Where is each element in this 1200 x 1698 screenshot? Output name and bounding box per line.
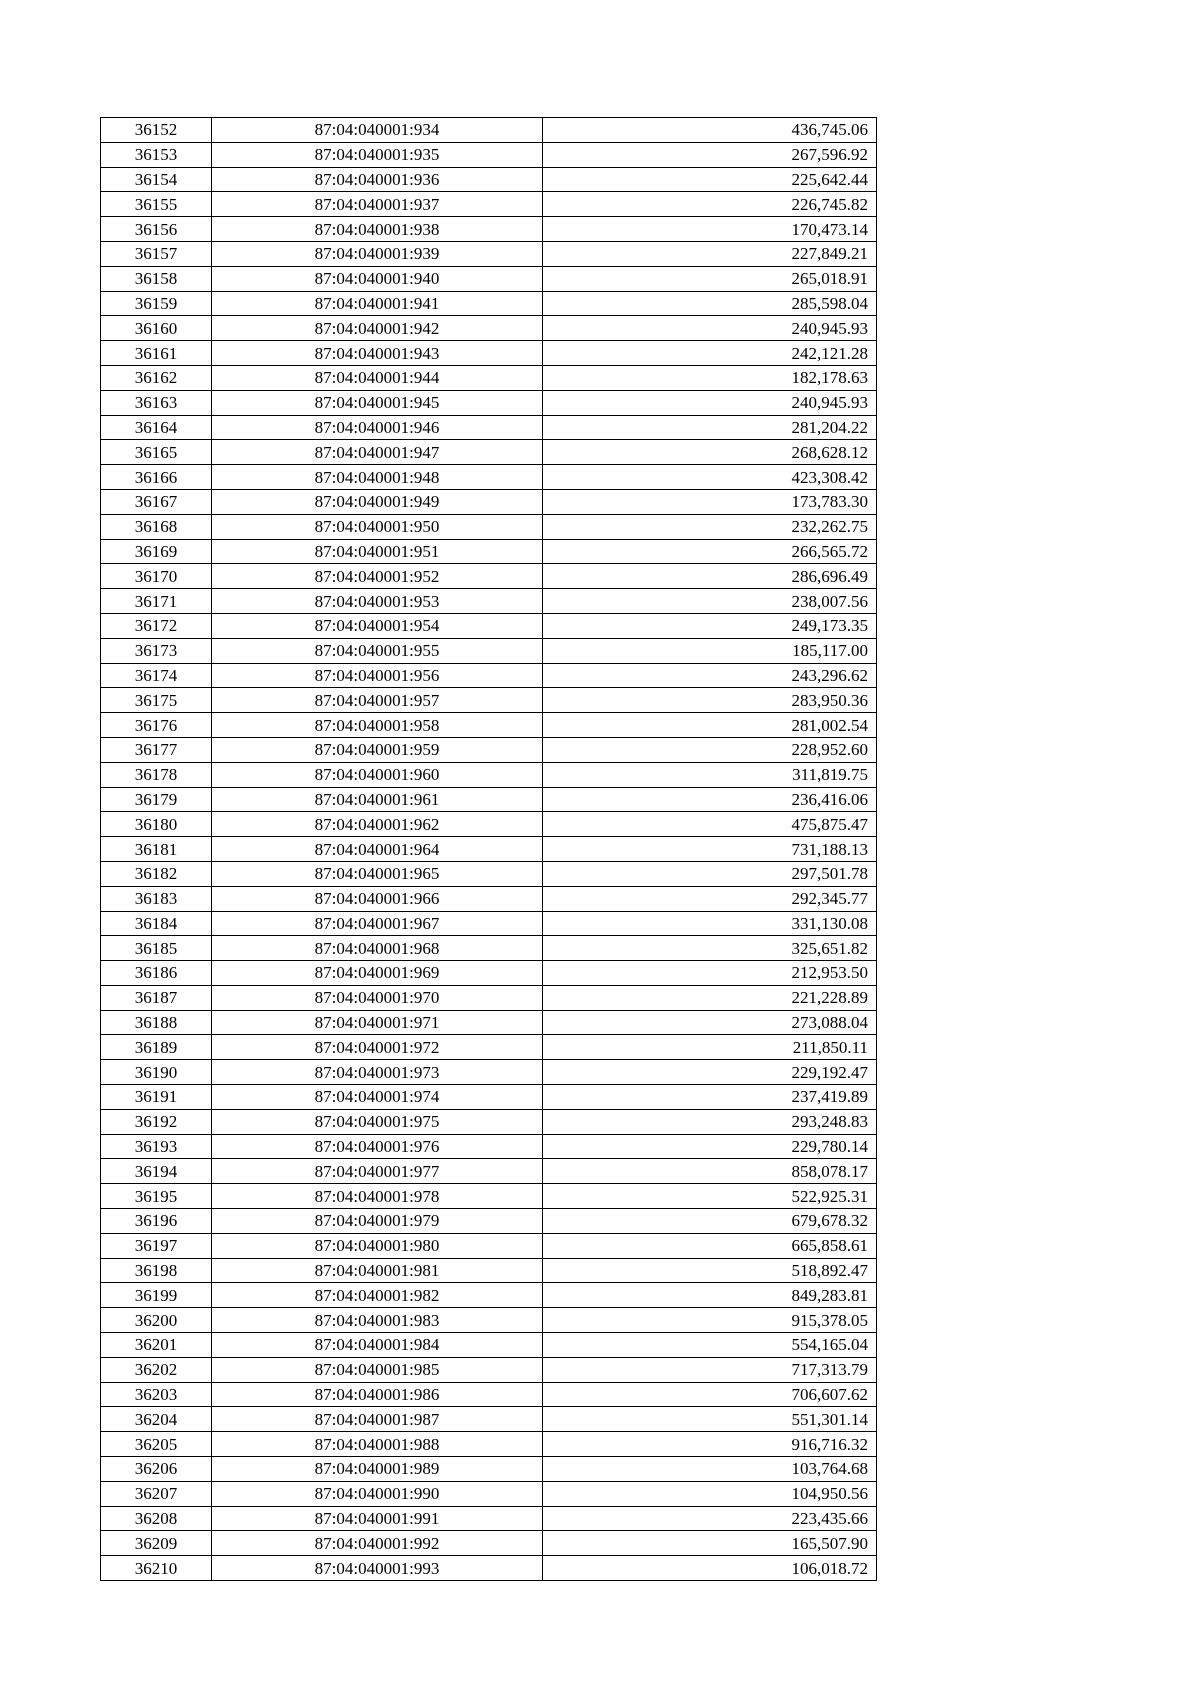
cadastral-number-cell: 87:04:040001:940 (212, 266, 543, 291)
row-number-cell: 36159 (101, 291, 212, 316)
table-row (101, 688, 877, 713)
table-row (101, 837, 877, 862)
cadastral-value-cell: 221,228.89 (543, 985, 877, 1010)
row-number-cell: 36205 (101, 1432, 212, 1457)
table-row (101, 1308, 877, 1333)
row-number-cell: 36174 (101, 663, 212, 688)
row-number-cell: 36203 (101, 1382, 212, 1407)
row-number-cell: 36158 (101, 266, 212, 291)
row-number-cell: 36168 (101, 514, 212, 539)
row-number-cell: 36161 (101, 341, 212, 366)
cadastral-value-cell: 331,130.08 (543, 911, 877, 936)
row-number-cell: 36201 (101, 1333, 212, 1358)
cadastral-value-cell: 267,596.92 (543, 142, 877, 167)
cadastral-value-cell: 232,262.75 (543, 514, 877, 539)
cadastral-number-cell: 87:04:040001:956 (212, 663, 543, 688)
cadastral-number-cell: 87:04:040001:973 (212, 1060, 543, 1085)
row-number-cell: 36156 (101, 217, 212, 242)
cadastral-value-cell: 554,165.04 (543, 1333, 877, 1358)
cadastral-number-cell: 87:04:040001:960 (212, 762, 543, 787)
cadastral-number-cell: 87:04:040001:937 (212, 192, 543, 217)
cadastral-value-cell: 281,002.54 (543, 713, 877, 738)
row-number-cell: 36210 (101, 1556, 212, 1581)
table-row (101, 390, 877, 415)
row-number-cell: 36173 (101, 638, 212, 663)
cadastral-number-cell: 87:04:040001:967 (212, 911, 543, 936)
cadastral-number-cell: 87:04:040001:957 (212, 688, 543, 713)
row-number-cell: 36195 (101, 1184, 212, 1209)
table-row (101, 192, 877, 217)
row-number-cell: 36169 (101, 539, 212, 564)
row-number-cell: 36197 (101, 1233, 212, 1258)
cadastral-value-cell: 249,173.35 (543, 613, 877, 638)
cadastral-number-cell: 87:04:040001:978 (212, 1184, 543, 1209)
row-number-cell: 36209 (101, 1531, 212, 1556)
table-row (101, 142, 877, 167)
table-row (101, 985, 877, 1010)
row-number-cell: 36163 (101, 390, 212, 415)
cadastral-value-cell: 916,716.32 (543, 1432, 877, 1457)
cadastral-value-cell: 423,308.42 (543, 465, 877, 490)
cadastral-number-cell: 87:04:040001:991 (212, 1506, 543, 1531)
cadastral-value-cell: 242,121.28 (543, 341, 877, 366)
cadastral-number-cell: 87:04:040001:971 (212, 1010, 543, 1035)
cadastral-number-cell: 87:04:040001:943 (212, 341, 543, 366)
table-row (101, 1481, 877, 1506)
cadastral-number-cell: 87:04:040001:961 (212, 787, 543, 812)
cadastral-number-cell: 87:04:040001:965 (212, 861, 543, 886)
cadastral-value-cell: 185,117.00 (543, 638, 877, 663)
table-row (101, 1556, 877, 1581)
cadastral-number-cell: 87:04:040001:988 (212, 1432, 543, 1457)
cadastral-value-cell: 266,565.72 (543, 539, 877, 564)
table-row (101, 737, 877, 762)
cadastral-number-cell: 87:04:040001:938 (212, 217, 543, 242)
table-row (101, 217, 877, 242)
cadastral-value-cell: 225,642.44 (543, 167, 877, 192)
table-row (101, 1258, 877, 1283)
table-row (101, 1159, 877, 1184)
row-number-cell: 36189 (101, 1035, 212, 1060)
cadastral-number-cell: 87:04:040001:955 (212, 638, 543, 663)
cadastral-number-cell: 87:04:040001:951 (212, 539, 543, 564)
table-row (101, 1283, 877, 1308)
cadastral-number-cell: 87:04:040001:950 (212, 514, 543, 539)
table-row (101, 118, 877, 143)
row-number-cell: 36196 (101, 1209, 212, 1234)
cadastral-number-cell: 87:04:040001:939 (212, 241, 543, 266)
row-number-cell: 36157 (101, 241, 212, 266)
cadastral-value-cell: 240,945.93 (543, 316, 877, 341)
cadastral-value-cell: 281,204.22 (543, 415, 877, 440)
cadastral-value-cell: 227,849.21 (543, 241, 877, 266)
row-number-cell: 36202 (101, 1357, 212, 1382)
table-row (101, 316, 877, 341)
table-row (101, 1184, 877, 1209)
row-number-cell: 36175 (101, 688, 212, 713)
row-number-cell: 36191 (101, 1085, 212, 1110)
row-number-cell: 36206 (101, 1457, 212, 1482)
cadastral-number-cell: 87:04:040001:936 (212, 167, 543, 192)
table-row (101, 1407, 877, 1432)
cadastral-value-cell: 731,188.13 (543, 837, 877, 862)
cadastral-number-cell: 87:04:040001:970 (212, 985, 543, 1010)
cadastral-number-cell: 87:04:040001:968 (212, 936, 543, 961)
cadastral-number-cell: 87:04:040001:981 (212, 1258, 543, 1283)
table-row (101, 415, 877, 440)
table-row (101, 1382, 877, 1407)
table-row (101, 1432, 877, 1457)
table-row (101, 663, 877, 688)
cadastral-number-cell: 87:04:040001:942 (212, 316, 543, 341)
row-number-cell: 36176 (101, 713, 212, 738)
row-number-cell: 36153 (101, 142, 212, 167)
table-row (101, 291, 877, 316)
table-row (101, 167, 877, 192)
row-number-cell: 36166 (101, 465, 212, 490)
table-row (101, 861, 877, 886)
cadastral-number-cell: 87:04:040001:987 (212, 1407, 543, 1432)
table-row (101, 1357, 877, 1382)
row-number-cell: 36208 (101, 1506, 212, 1531)
table-row (101, 1010, 877, 1035)
row-number-cell: 36152 (101, 118, 212, 143)
cadastral-value-cell: 311,819.75 (543, 762, 877, 787)
cadastral-number-cell: 87:04:040001:992 (212, 1531, 543, 1556)
cadastral-value-cell: 211,850.11 (543, 1035, 877, 1060)
row-number-cell: 36185 (101, 936, 212, 961)
cadastral-number-cell: 87:04:040001:974 (212, 1085, 543, 1110)
table-row (101, 1531, 877, 1556)
cadastral-number-cell: 87:04:040001:966 (212, 886, 543, 911)
cadastral-number-cell: 87:04:040001:976 (212, 1134, 543, 1159)
cadastral-value-cell: 165,507.90 (543, 1531, 877, 1556)
cadastral-value-cell: 915,378.05 (543, 1308, 877, 1333)
table-row (101, 241, 877, 266)
cadastral-value-cell: 518,892.47 (543, 1258, 877, 1283)
cadastral-number-cell: 87:04:040001:979 (212, 1209, 543, 1234)
table-row (101, 514, 877, 539)
cadastral-number-cell: 87:04:040001:984 (212, 1333, 543, 1358)
row-number-cell: 36199 (101, 1283, 212, 1308)
cadastral-value-cell: 475,875.47 (543, 812, 877, 837)
cadastral-value-cell: 717,313.79 (543, 1357, 877, 1382)
cadastral-value-cell: 265,018.91 (543, 266, 877, 291)
table-row (101, 440, 877, 465)
cadastral-number-cell: 87:04:040001:944 (212, 365, 543, 390)
row-number-cell: 36167 (101, 489, 212, 514)
cadastral-value-cell: 522,925.31 (543, 1184, 877, 1209)
cadastral-number-cell: 87:04:040001:952 (212, 564, 543, 589)
table-row (101, 1333, 877, 1358)
row-number-cell: 36182 (101, 861, 212, 886)
cadastral-value-cell: 106,018.72 (543, 1556, 877, 1581)
row-number-cell: 36194 (101, 1159, 212, 1184)
cadastral-value-cell: 858,078.17 (543, 1159, 877, 1184)
cadastral-value-cell: 173,783.30 (543, 489, 877, 514)
table-row (101, 489, 877, 514)
cadastral-value-cell: 182,178.63 (543, 365, 877, 390)
cadastral-number-cell: 87:04:040001:935 (212, 142, 543, 167)
cadastral-value-cell: 551,301.14 (543, 1407, 877, 1432)
table-row (101, 638, 877, 663)
table-row (101, 1060, 877, 1085)
table-body (101, 118, 877, 1581)
cadastral-number-cell: 87:04:040001:948 (212, 465, 543, 490)
cadastral-number-cell: 87:04:040001:962 (212, 812, 543, 837)
cadastral-value-cell: 679,678.32 (543, 1209, 877, 1234)
cadastral-number-cell: 87:04:040001:980 (212, 1233, 543, 1258)
cadastral-number-cell: 87:04:040001:993 (212, 1556, 543, 1581)
cadastral-number-cell: 87:04:040001:969 (212, 961, 543, 986)
cadastral-value-cell: 226,745.82 (543, 192, 877, 217)
table-row (101, 589, 877, 614)
table-row (101, 341, 877, 366)
cadastral-value-table (100, 117, 877, 1581)
table-row (101, 787, 877, 812)
cadastral-value-cell: 238,007.56 (543, 589, 877, 614)
table-row (101, 936, 877, 961)
row-number-cell: 36172 (101, 613, 212, 638)
cadastral-value-cell: 285,598.04 (543, 291, 877, 316)
cadastral-value-cell: 436,745.06 (543, 118, 877, 143)
cadastral-number-cell: 87:04:040001:945 (212, 390, 543, 415)
cadastral-value-cell: 665,858.61 (543, 1233, 877, 1258)
cadastral-number-cell: 87:04:040001:977 (212, 1159, 543, 1184)
cadastral-value-cell: 237,419.89 (543, 1085, 877, 1110)
cadastral-value-cell: 240,945.93 (543, 390, 877, 415)
row-number-cell: 36193 (101, 1134, 212, 1159)
row-number-cell: 36162 (101, 365, 212, 390)
row-number-cell: 36200 (101, 1308, 212, 1333)
cadastral-value-cell: 243,296.62 (543, 663, 877, 688)
row-number-cell: 36164 (101, 415, 212, 440)
row-number-cell: 36177 (101, 737, 212, 762)
table-row (101, 613, 877, 638)
row-number-cell: 36183 (101, 886, 212, 911)
table-row (101, 1109, 877, 1134)
cadastral-value-cell: 706,607.62 (543, 1382, 877, 1407)
cadastral-number-cell: 87:04:040001:958 (212, 713, 543, 738)
cadastral-value-cell: 229,780.14 (543, 1134, 877, 1159)
cadastral-value-cell: 325,651.82 (543, 936, 877, 961)
cadastral-number-cell: 87:04:040001:985 (212, 1357, 543, 1382)
table-row (101, 564, 877, 589)
table-row (101, 886, 877, 911)
row-number-cell: 36188 (101, 1010, 212, 1035)
cadastral-number-cell: 87:04:040001:990 (212, 1481, 543, 1506)
cadastral-value-cell: 228,952.60 (543, 737, 877, 762)
cadastral-value-cell: 297,501.78 (543, 861, 877, 886)
cadastral-number-cell: 87:04:040001:941 (212, 291, 543, 316)
cadastral-value-cell: 293,248.83 (543, 1109, 877, 1134)
table-row (101, 713, 877, 738)
cadastral-number-cell: 87:04:040001:972 (212, 1035, 543, 1060)
table-row (101, 1506, 877, 1531)
cadastral-value-cell: 283,950.36 (543, 688, 877, 713)
row-number-cell: 36178 (101, 762, 212, 787)
cadastral-value-cell: 170,473.14 (543, 217, 877, 242)
cadastral-number-cell: 87:04:040001:986 (212, 1382, 543, 1407)
row-number-cell: 36187 (101, 985, 212, 1010)
cadastral-number-cell: 87:04:040001:983 (212, 1308, 543, 1333)
cadastral-number-cell: 87:04:040001:946 (212, 415, 543, 440)
cadastral-value-cell: 104,950.56 (543, 1481, 877, 1506)
row-number-cell: 36160 (101, 316, 212, 341)
table-row (101, 365, 877, 390)
cadastral-value-cell: 268,628.12 (543, 440, 877, 465)
row-number-cell: 36186 (101, 961, 212, 986)
table-row (101, 465, 877, 490)
table-row (101, 1209, 877, 1234)
table-row (101, 911, 877, 936)
row-number-cell: 36204 (101, 1407, 212, 1432)
row-number-cell: 36165 (101, 440, 212, 465)
cadastral-value-cell: 286,696.49 (543, 564, 877, 589)
row-number-cell: 36190 (101, 1060, 212, 1085)
cadastral-number-cell: 87:04:040001:989 (212, 1457, 543, 1482)
table-row (101, 762, 877, 787)
table-row (101, 266, 877, 291)
cadastral-number-cell: 87:04:040001:954 (212, 613, 543, 638)
cadastral-value-cell: 292,345.77 (543, 886, 877, 911)
row-number-cell: 36155 (101, 192, 212, 217)
table-row (101, 539, 877, 564)
cadastral-number-cell: 87:04:040001:964 (212, 837, 543, 862)
cadastral-value-cell: 103,764.68 (543, 1457, 877, 1482)
row-number-cell: 36184 (101, 911, 212, 936)
row-number-cell: 36179 (101, 787, 212, 812)
cadastral-value-cell: 223,435.66 (543, 1506, 877, 1531)
table-row (101, 1457, 877, 1482)
cadastral-value-cell: 212,953.50 (543, 961, 877, 986)
row-number-cell: 36170 (101, 564, 212, 589)
cadastral-number-cell: 87:04:040001:982 (212, 1283, 543, 1308)
cadastral-value-cell: 236,416.06 (543, 787, 877, 812)
table-row (101, 1134, 877, 1159)
cadastral-number-cell: 87:04:040001:975 (212, 1109, 543, 1134)
table-row (101, 961, 877, 986)
cadastral-number-cell: 87:04:040001:934 (212, 118, 543, 143)
row-number-cell: 36180 (101, 812, 212, 837)
cadastral-number-cell: 87:04:040001:953 (212, 589, 543, 614)
table-row (101, 1035, 877, 1060)
cadastral-number-cell: 87:04:040001:959 (212, 737, 543, 762)
row-number-cell: 36154 (101, 167, 212, 192)
table-row (101, 1085, 877, 1110)
row-number-cell: 36207 (101, 1481, 212, 1506)
cadastral-value-cell: 273,088.04 (543, 1010, 877, 1035)
row-number-cell: 36198 (101, 1258, 212, 1283)
cadastral-value-cell: 849,283.81 (543, 1283, 877, 1308)
row-number-cell: 36192 (101, 1109, 212, 1134)
cadastral-number-cell: 87:04:040001:947 (212, 440, 543, 465)
row-number-cell: 36181 (101, 837, 212, 862)
table-row (101, 1233, 877, 1258)
cadastral-value-cell: 229,192.47 (543, 1060, 877, 1085)
row-number-cell: 36171 (101, 589, 212, 614)
cadastral-number-cell: 87:04:040001:949 (212, 489, 543, 514)
table-row (101, 812, 877, 837)
